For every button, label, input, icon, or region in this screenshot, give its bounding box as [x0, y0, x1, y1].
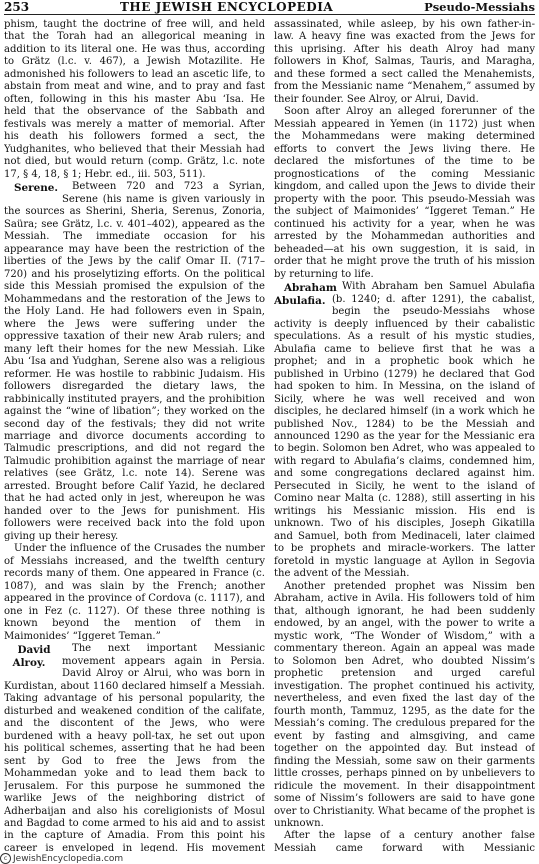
paragraph: phism, taught the doctrine of free will, and held that the Torah had an allegorical meaning in addition to its literal one. He was thus, according to Grätz (l.c. v. 467), a Jewish Motazilite. He admonished his followers to lead an ascetic life, to abstain from meat and wine, and to pray and fast often, following in this his master Abu ʻIsa. He held that the observance of the Sabbath and festivals was merely a matter of memorial. After his death his followers formed a sect, the Yudghanites, who believed that their Messiah had not died, but would return (comp. Grätz, l.c. note 17, § 4, 18, § 1; Hebr. ed., iii. 503, 511). [4, 19, 265, 180]
page-number: 253 [4, 0, 30, 14]
paragraph: After the lapse of a century another false Messiah came forward with Messianic [274, 830, 535, 852]
paragraph: assassinated, while asleep, by his own father-in-law. A heavy fine was exacted from the Jews for this uprising. After his death Alroy had many followers in Khof, Salmas, Tauris, and Maragha, and these formed a sect called the Menahemists, from the Messianic name “Menahem,” assumed by their founder. See Alroy, or Alrui, David. [274, 19, 535, 105]
side-heading-abraham-abulafia: Abraham Abulafia. [274, 282, 337, 307]
footer-watermark [0, 853, 123, 864]
paragraph-abulafia [274, 281, 535, 581]
article-title: Pseudo-Messiahs [424, 0, 535, 14]
paragraph-serene-intro [4, 181, 265, 543]
watermark-text: JewishEncyclopedia.com [13, 853, 124, 864]
side-heading-serene: Serene. [14, 182, 58, 195]
paragraph-text: The next important Messianic movement appears again in Persia. David Alroy or Alrui, who was born in Kurdistan, about 1160 declared himself a Messiah. Taking advantage of his personal popularity, the disturbed and weakened condition of the califate, and the discontent of the Jews, who were burdened with a heavy poll-tax, he set out upon his political schemes, asserting that he had been sent by God to free the Jews from the Mohammedan yoke and to lead them back to Jerusalem. For this purpose he summoned the warlike Jews of the neighboring district of Adherbaijan and also his coreligionists of Mosul and Bagdad to come armed to his aid and to assist in the capture of Amadia. From this point his career is enveloped in legend. His movement [4, 643, 265, 852]
paragraph: Soon after Alroy an alleged forerunner of the Messiah appeared in Yemen (in 1172) just when the Mohammedans were making determined efforts to convert the Jews living there. He declared the misfortunes of the time to be prognostications of the coming Messianic kingdom, and called upon the Jews to divide their property with the poor. This pseudo-Messiah was the subject of Maimonides’ “Iggeret Teman.” He continued his activity for a year, when he was arrested by the Mohammedan authorities and beheaded—at his own suggestion, it is said, in order that he might prove the truth of his mission by returning to life. [274, 106, 535, 280]
side-heading-david-alroy: David Alroy. [12, 644, 51, 669]
paragraph-text: With Abraham ben Samuel Abulafia (b. 1240; d. after 1291), the cabalist, begin the pseudo-Messiahs whose activity is deeply influenced by their cabalistic speculations. As a result of his mystic studies, Abulafia came to believe first that he was a prophet; and in a prophetic book which he published in Urbino (1279) he declared that God had spoken to him. In Messina, on the island of Sicily, where he was well received and won disciples, he declared himself (in a work which he published Nov., 1284) to be the Messiah and announced 1290 as the year for the Messianic era to begin. Solomon ben Adret, who was appealed to with regard to Abulafia’s claims, condemned him, and some congregations declared against him. Persecuted in Sicily, he went to the island of Comino near Malta (c. 1288), still asserting in his writings his Messianic mission. His end is unknown. Two of his disciples, Joseph Gikatilla and Samuel, both from Medinaceli, later claimed to be prophets and miracle-workers. The latter foretold in mystic language at Ayllon in Segovia the advent of the Messiah. [274, 281, 535, 580]
running-header [4, 0, 535, 15]
paragraph-text: Between 720 and 723 a Syrian, Serene (his name is given variously in the sources as Sherini, Sheria, Serenus, Zonoria, Saüra; see Grätz, l.c. v. 401–402), appeared as the Messiah. The immediate occasion for his appearance may have been the restriction of the liberties of the Jews by the calif Omar II. (717–720) and his proselytizing efforts. On the political side this Messiah promised the expulsion of the Mohammedans and the restoration of the Jews to the Holy Land. He had followers even in Spain, where the Jews were suffering under the oppressive taxation of their new Arab rulers; and many left their homes for the new Messiah. Like Abu ʻIsa and Yudghan, Serene also was a religious reformer. He was hostile to rabbinic Judaism. His followers disregarded the dietary laws, the rabbinically instituted prayers, and the prohibition against the “wine of libation”; they worked on the second day of the festivals; they did not write marriage and divorce documents according to Talmudic prescriptions, and did not regard the Talmudic prohibition against the marriage of near relatives (see Grätz, l.c. note 14). Serene was arrested. Brought before Calif Yazid, he declared that he had acted only in jest, whereupon he was handed over to the Jews for punishment. His followers were received back into the fold upon giving up their heresy. [4, 181, 265, 542]
paragraph: Another pretended prophet was Nissim ben Abraham, active in Avila. His followers told of him that, although ignorant, he had been suddenly endowed, by an angel, with the power to write a mystic work, “The Wonder of Wisdom,” with a commentary thereon. Again an appeal was made to Solomon ben Adret, who doubted Nissim’s prophetic pretension and urged careful investigation. The prophet continued his activity, nevertheless, and even fixed the last day of the fourth month, Tammuz, 1295, as the date for the Messiah’s coming. The credulous prepared for the event by fasting and almsgiving, and came together on the appointed day. But instead of finding the Messiah, some saw on their garments little crosses, perhaps pinned on by unbelievers to ridicule the movement. In their disappointment some of Nissim’s followers are said to have gone over to Christianity. What became of the prophet is unknown. [274, 580, 535, 829]
right-column [274, 19, 535, 852]
paragraph-alroy [4, 643, 265, 852]
paragraph: Under the influence of the Crusades the number of Messiahs increased, and the twelfth century records many of them. One appeared in France (c. 1087), and was slain by the French; another appeared in the province of Cordova (c. 1117), and one in Fez (c. 1127). Of these three nothing is known beyond the mention of them in Maimonides’ “Iggeret Teman.” [4, 543, 265, 642]
copyright-icon: c [0, 853, 11, 864]
journal-title: THE JEWISH ENCYCLOPEDIA [119, 0, 334, 14]
left-column [4, 19, 265, 852]
